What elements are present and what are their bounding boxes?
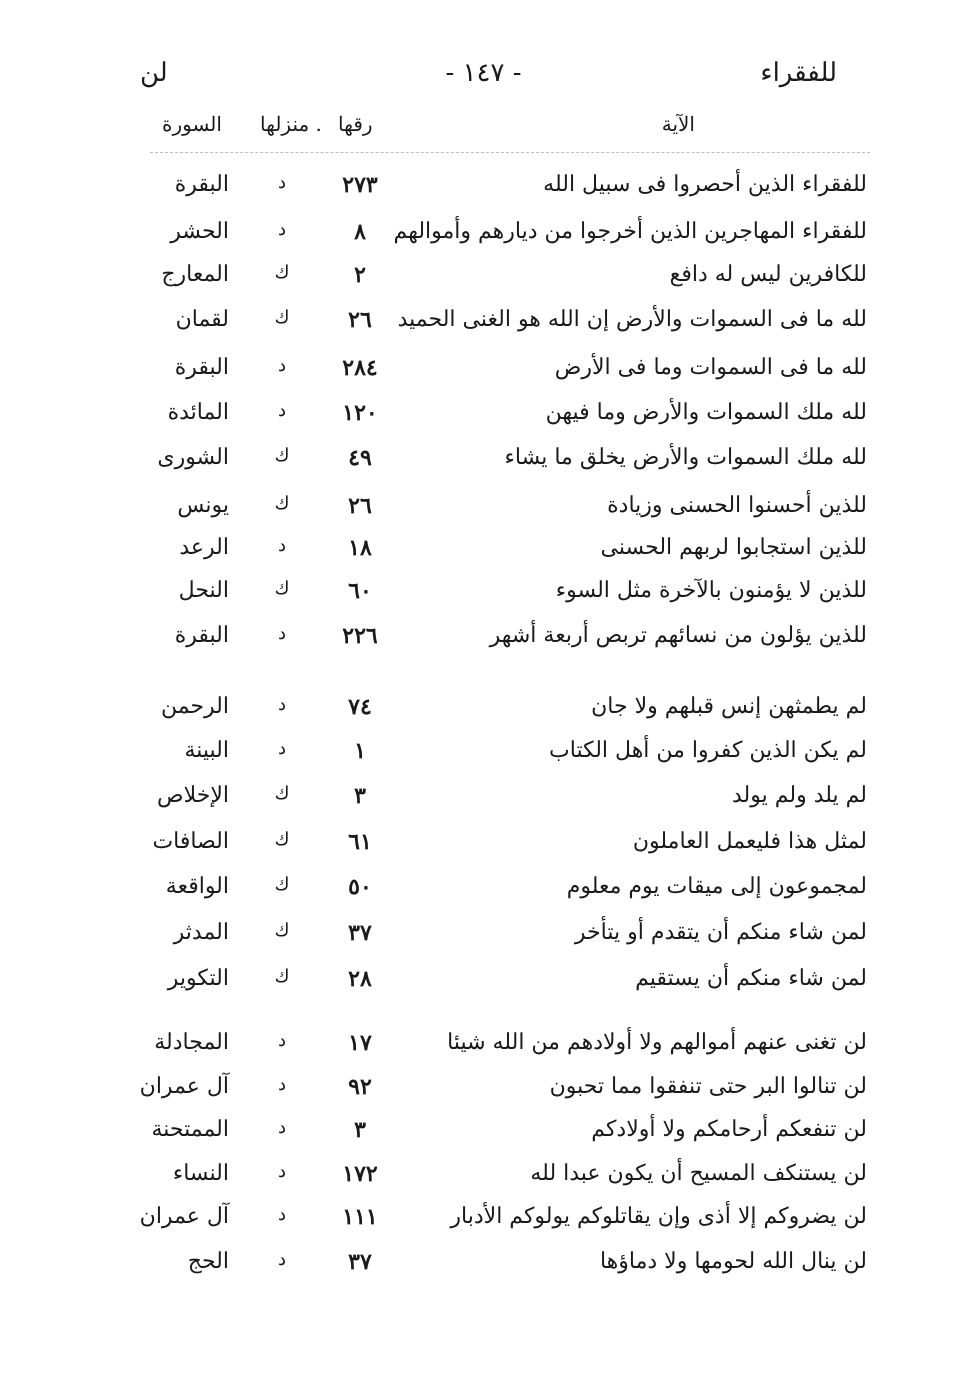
surah-name: المائدة xyxy=(167,400,229,425)
revelation-place: ك xyxy=(274,262,290,283)
surah-name: الإخلاص xyxy=(157,783,229,808)
column-header-number: رقها xyxy=(338,112,373,136)
revelation-place: ك xyxy=(274,493,290,514)
revelation-place: ك xyxy=(274,578,290,599)
ayah-text: لم يلد ولم يولد xyxy=(732,783,867,808)
table-row xyxy=(0,355,967,397)
ayah-number: ٩٢ xyxy=(348,1074,372,1100)
ayah-text: للكافرين ليس له دافع xyxy=(669,262,867,287)
ayah-text: لمن شاء منكم أن يتقدم أو يتأخر xyxy=(574,920,867,945)
ayah-number: ٢٦ xyxy=(348,493,372,519)
ayah-text: للذين يؤلون من نسائهم تربص أربعة أشهر xyxy=(489,623,867,648)
table-row xyxy=(0,219,967,261)
ayah-number: ١١١ xyxy=(342,1204,378,1230)
surah-name: الحج xyxy=(187,1249,229,1274)
ayah-number: ٣٧ xyxy=(348,920,372,946)
table-row xyxy=(0,829,967,871)
ayah-text: لم يكن الذين كفروا من أهل الكتاب xyxy=(549,738,867,763)
table-row xyxy=(0,1117,967,1159)
ayah-text: لمجموعون إلى ميقات يوم معلوم xyxy=(566,874,867,899)
ayah-text: لمثل هذا فليعمل العاملون xyxy=(632,829,867,854)
surah-name: النحل xyxy=(178,578,229,603)
surah-name: البقرة xyxy=(174,172,229,197)
ayah-text: لله ما فى السموات والأرض إن الله هو الغنى الحميد xyxy=(397,307,867,332)
revelation-place: د xyxy=(277,172,286,193)
table-row xyxy=(0,1074,967,1116)
surah-name: المدثر xyxy=(173,920,229,945)
table-row xyxy=(0,783,967,825)
table-row xyxy=(0,172,967,214)
column-header-place: . منزلها xyxy=(260,112,322,136)
revelation-place: د xyxy=(277,1249,286,1270)
surah-name: المجادلة xyxy=(154,1030,229,1055)
table-row xyxy=(0,400,967,442)
surah-name: لقمان xyxy=(175,307,229,332)
table-row xyxy=(0,1204,967,1246)
revelation-place: ك xyxy=(274,920,290,941)
ayah-number: ٢٧٣ xyxy=(342,172,378,198)
ayah-number: ٢٦ xyxy=(348,307,372,333)
table-row xyxy=(0,1249,967,1291)
surah-name: التكوير xyxy=(167,966,229,991)
ayah-number: ١٧ xyxy=(348,1030,372,1056)
ayah-text: لن تنالوا البر حتى تنفقوا مما تحبون xyxy=(549,1074,867,1099)
header-keyword-end: لن xyxy=(140,58,168,88)
header-divider xyxy=(150,152,870,153)
ayah-number: ١٨ xyxy=(348,535,372,561)
table-row xyxy=(0,874,967,916)
ayah-number: ٨ xyxy=(354,219,366,245)
table-row xyxy=(0,307,967,349)
ayah-text: لن تغنى عنهم أموالهم ولا أولادهم من الله شيئا xyxy=(447,1030,867,1055)
surah-name: المعارج xyxy=(161,262,229,287)
surah-name: الشورى xyxy=(157,445,229,470)
ayah-text: لن يستنكف المسيح أن يكون عبدا لله xyxy=(530,1161,867,1186)
ayah-number: ٧٤ xyxy=(348,694,372,720)
table-row xyxy=(0,1161,967,1203)
ayah-text: لله ملك السموات والأرض يخلق ما يشاء xyxy=(504,445,867,470)
surah-name: الصافات xyxy=(152,829,229,854)
revelation-place: د xyxy=(277,738,286,759)
surah-name: النساء xyxy=(172,1161,229,1186)
surah-name: الواقعة xyxy=(165,874,229,899)
surah-name: البقرة xyxy=(174,355,229,380)
ayah-text: لن تنفعكم أرحامكم ولا أولادكم xyxy=(591,1117,867,1142)
surah-name: البقرة xyxy=(174,623,229,648)
revelation-place: د xyxy=(277,1074,286,1095)
ayah-text: للذين أحسنوا الحسنى وزيادة xyxy=(607,493,867,518)
table-row xyxy=(0,920,967,962)
header-keyword-start: للفقراء xyxy=(760,58,837,88)
revelation-place: ك xyxy=(274,966,290,987)
surah-name: يونس xyxy=(177,493,229,518)
revelation-place: د xyxy=(277,355,286,376)
ayah-number: ١٧٢ xyxy=(342,1161,378,1187)
revelation-place: د xyxy=(277,1117,286,1138)
ayah-text: للفقراء الذين أحصروا فى سبيل الله xyxy=(543,172,867,197)
table-row xyxy=(0,578,967,620)
surah-name: الرعد xyxy=(179,535,229,560)
surah-name: آل عمران xyxy=(139,1074,229,1099)
table-row xyxy=(0,694,967,736)
ayah-text: لن ينال الله لحومها ولا دماؤها xyxy=(599,1249,867,1274)
ayah-number: ١ xyxy=(354,738,366,764)
ayah-number: ٢٨ xyxy=(348,966,372,992)
ayah-number: ٤٩ xyxy=(348,445,372,471)
table-row xyxy=(0,493,967,535)
table-row xyxy=(0,262,967,304)
revelation-place: ك xyxy=(274,783,290,804)
table-row xyxy=(0,623,967,665)
ayah-number: ٢ xyxy=(354,262,366,288)
surah-name: الرحمن xyxy=(160,694,229,719)
table-row xyxy=(0,445,967,487)
column-header-ayah: الآية xyxy=(661,112,695,136)
ayah-text: لله ما فى السموات وما فى الأرض xyxy=(554,355,867,380)
table-row xyxy=(0,535,967,577)
ayah-number: ٢٢٦ xyxy=(342,623,378,649)
ayah-text: للفقراء المهاجرين الذين أخرجوا من ديارهم وأموالهم xyxy=(393,219,867,244)
page-number: - ١٤٧ - xyxy=(445,58,522,88)
revelation-place: ك xyxy=(274,874,290,895)
ayah-text: للذين لا يؤمنون بالآخرة مثل السوء xyxy=(555,578,867,603)
ayah-text: للذين استجابوا لربهم الحسنى xyxy=(600,535,867,560)
revelation-place: د xyxy=(277,1204,286,1225)
ayah-number: ٦١ xyxy=(348,829,372,855)
ayah-number: ١٢٠ xyxy=(342,400,378,426)
table-row xyxy=(0,1030,967,1072)
surah-name: آل عمران xyxy=(139,1204,229,1229)
revelation-place: د xyxy=(277,535,286,556)
surah-name: الحشر xyxy=(170,219,229,244)
ayah-number: ٥٠ xyxy=(348,874,372,900)
ayah-text: لم يطمثهن إنس قبلهم ولا جان xyxy=(591,694,867,719)
ayah-number: ٣٧ xyxy=(348,1249,372,1275)
revelation-place: ك xyxy=(274,829,290,850)
ayah-text: لله ملك السموات والأرض وما فيهن xyxy=(545,400,867,425)
revelation-place: د xyxy=(277,623,286,644)
ayah-number: ٣ xyxy=(354,783,366,809)
surah-name: الممتحنة xyxy=(151,1117,229,1142)
revelation-place: د xyxy=(277,1161,286,1182)
revelation-place: ك xyxy=(274,445,290,466)
revelation-place: ك xyxy=(274,307,290,328)
ayah-number: ٢٨٤ xyxy=(342,355,378,381)
table-row xyxy=(0,738,967,780)
ayah-text: لن يضروكم إلا أذى وإن يقاتلوكم يولوكم الأدبار xyxy=(450,1204,867,1229)
column-header-surah: السورة xyxy=(162,112,222,136)
ayah-number: ٦٠ xyxy=(348,578,372,604)
ayah-number: ٣ xyxy=(354,1117,366,1143)
revelation-place: د xyxy=(277,400,286,421)
revelation-place: د xyxy=(277,694,286,715)
surah-name: البينة xyxy=(184,738,229,763)
revelation-place: د xyxy=(277,219,286,240)
table-row xyxy=(0,966,967,1008)
revelation-place: د xyxy=(277,1030,286,1051)
ayah-text: لمن شاء منكم أن يستقيم xyxy=(635,966,867,991)
